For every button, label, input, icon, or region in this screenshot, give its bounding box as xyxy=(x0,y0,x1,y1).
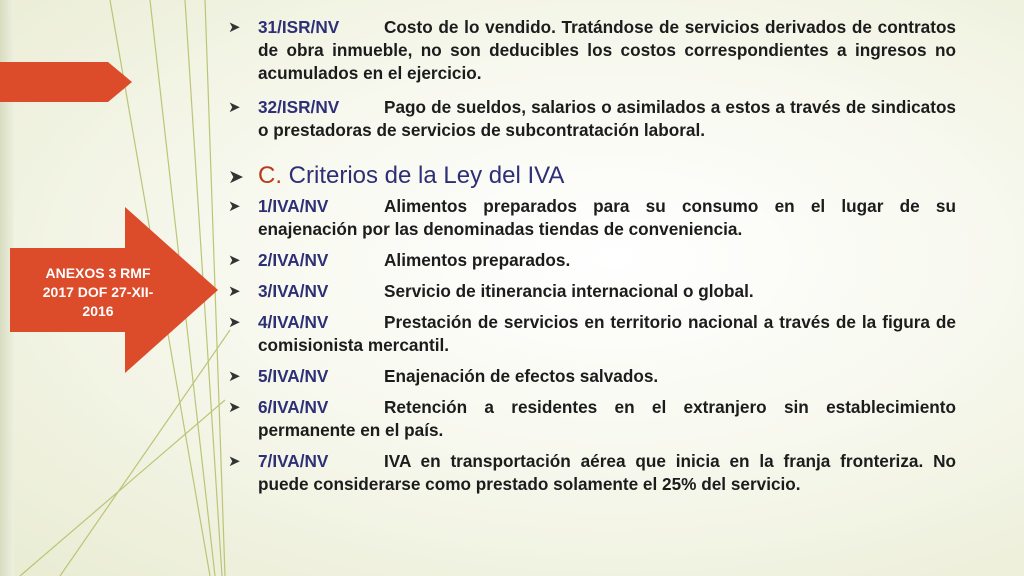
arrow-label xyxy=(22,264,174,321)
list-item xyxy=(228,280,956,303)
arrow-bullet-icon: ➤ xyxy=(228,19,241,36)
item-text: Enajenación de efectos salvados. xyxy=(384,366,659,386)
list-item xyxy=(228,311,956,357)
list-item xyxy=(228,195,956,241)
item-code: 32/ISR/NV xyxy=(258,97,340,117)
item-text: Alimentos preparados. xyxy=(384,250,571,270)
arrow-bullet-icon: ➤ xyxy=(228,314,241,331)
item-code: 5/IVA/NV xyxy=(258,366,329,386)
section-heading xyxy=(228,161,956,191)
item-code: 1/IVA/NV xyxy=(258,196,329,216)
item-code: 4/IVA/NV xyxy=(258,312,329,332)
item-code: 3/IVA/NV xyxy=(258,281,329,301)
list-item xyxy=(228,365,956,388)
item-text: Servicio de itinerancia internacional o global. xyxy=(384,281,754,301)
item-text: Alimentos preparados para su consumo en el lugar de su enajenación por las denominadas tiendas de conveniencia. xyxy=(258,196,956,239)
arrow-bullet-icon: ➤ xyxy=(228,252,241,269)
item-code: 31/ISR/NV xyxy=(258,17,340,37)
item-code: 7/IVA/NV xyxy=(258,451,329,471)
item-text: Retención a residentes en el extranjero sin establecimiento permanente en el país. xyxy=(258,397,956,440)
arrow-label-line-3: 2016 xyxy=(82,303,114,319)
item-code: 6/IVA/NV xyxy=(258,397,329,417)
list-item xyxy=(228,16,956,85)
arrow-bullet-icon: ➤ xyxy=(228,283,241,300)
arrow-label-line-2: 2017 DOF 27-XII- xyxy=(42,284,154,300)
top-arrow-shape xyxy=(0,62,132,102)
arrow-bullet-icon: ➤ xyxy=(228,198,241,215)
item-code: 2/IVA/NV xyxy=(258,250,329,270)
slide-content xyxy=(228,16,956,496)
arrow-label-line-1: ANEXOS 3 RMF xyxy=(45,265,151,281)
list-item xyxy=(228,450,956,496)
arrow-bullet-icon: ➤ xyxy=(228,167,244,188)
item-text: IVA en transportación aérea que inicia en la franja fronteriza. No puede considerarse como prestado solamente el 25% del servicio. xyxy=(258,451,956,494)
list-item xyxy=(228,396,956,442)
list-item xyxy=(228,249,956,272)
arrow-bullet-icon: ➤ xyxy=(228,399,241,416)
item-text: Pago de sueldos, salarios o asimilados a estos a través de sindicatos o prestadoras de servicios de subcontratación laboral. xyxy=(258,97,956,140)
item-text: Costo de lo vendido. Tratándose de servicios derivados de contratos de obra inmueble, no son deducibles los costos correspondientes a ingresos no acumulados en el ejercicio. xyxy=(258,17,956,83)
section-letter: C. xyxy=(258,162,282,189)
arrow-bullet-icon: ➤ xyxy=(228,99,241,116)
arrow-bullet-icon: ➤ xyxy=(228,368,241,385)
section-title: Criterios de la Ley del IVA xyxy=(288,162,565,189)
item-text: Prestación de servicios en territorio nacional a través de la figura de comisionista mercantil. xyxy=(258,312,956,355)
arrow-bullet-icon: ➤ xyxy=(228,453,241,470)
list-item xyxy=(228,96,956,142)
